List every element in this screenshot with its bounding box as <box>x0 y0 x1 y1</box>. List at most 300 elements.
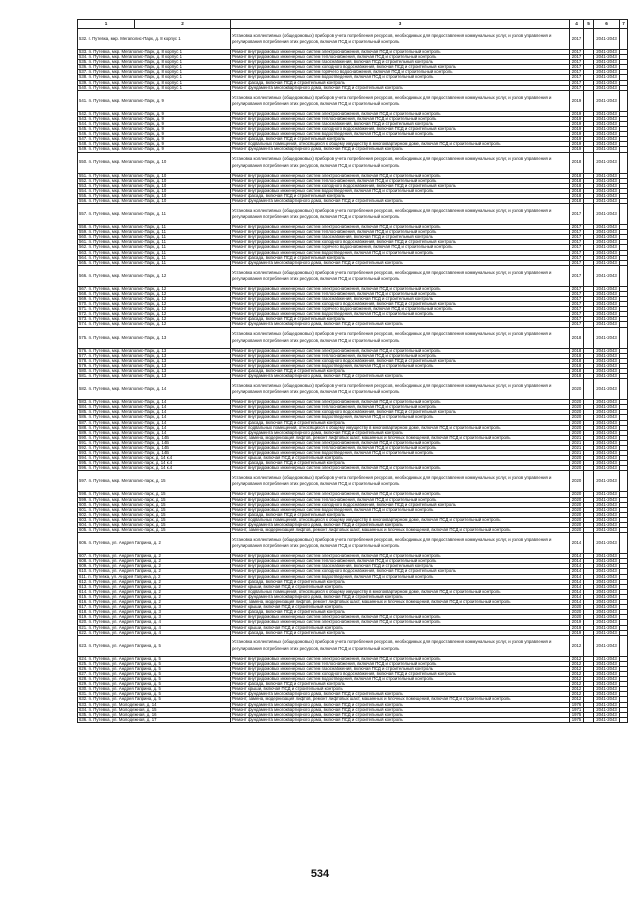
row-number: 575. <box>79 334 88 340</box>
row-number: 577. <box>79 353 88 358</box>
row-work-description-cell: Ремонт внутридомовых инженерных систем теплоснабжения, включая ПСД и строительный контроль <box>231 559 570 564</box>
page-number: 534 <box>310 868 330 880</box>
row-year-cell: 2017 <box>570 235 584 240</box>
row-address: п. Путевка, ул. Андрея Гаприна, д. 2 <box>88 599 161 605</box>
row-number: 605. <box>79 527 88 533</box>
row-empty-cell <box>584 265 594 286</box>
row-work-description-cell: Ремонт внутридомовых инженерных систем электроснабжения, включая ПСД и строительный контроль <box>231 173 570 178</box>
row-address: п. Путевка, мкр. Мегаполис-Парк, д. 14 <box>88 420 167 425</box>
row-address: п. Путевка, мкр. Мегаполис-Парк, д. 14 <box>88 425 167 430</box>
row-period-cell: 2041-2043 <box>594 471 620 492</box>
row-number: 633. <box>79 702 88 707</box>
row-number-address-cell <box>78 717 231 722</box>
row-address: п. Путевка, ул. Андрея Гаприна, д. 4 <box>88 625 161 630</box>
row-period-cell: 2041-2043 <box>594 554 620 559</box>
row-number-address-cell <box>78 204 231 225</box>
row-year-cell: 2014 <box>570 600 584 605</box>
row-work-description-cell: Ремонт фундамента многоквартирного дома, включая ПСД и строительный контроль <box>231 374 570 379</box>
row-period-cell: 2041-2043 <box>594 492 620 497</box>
capital-repair-table <box>77 19 628 723</box>
row-work-description-cell: Ремонт фасада, включая ПСД и строительный контроль <box>231 512 570 517</box>
table-body <box>78 29 628 723</box>
row-number-address-cell <box>78 635 231 656</box>
row-number: 557. <box>79 211 88 217</box>
table-row <box>78 533 628 554</box>
row-work-description-cell: Ремонт фасада, включая ПСД и строительный контроль <box>231 630 570 635</box>
row-period-cell: 2041-2043 <box>594 368 620 373</box>
row-address: п. Путевка, мкр. Мегаполис-Парк, д. 10 <box>88 183 167 188</box>
row-work-description-cell: Ремонт внутридомовых инженерных систем водоотведения, включая ПСД и строительный контроль <box>231 188 570 193</box>
row-period-cell: 2041-2043 <box>594 451 620 456</box>
row-number: 614. <box>79 589 88 594</box>
row-number-address-cell <box>78 265 231 286</box>
row-work-description-cell: Установка коллективных (общедомовых) приборов учета потребления ресурсов, необходимых для предоставления коммунальных услуг, и узлов управления и регулирования потребления этих ресурсов, включая ПСД и строительный контроль <box>231 533 570 554</box>
row-work-description-cell: Ремонт фундамента многоквартирного дома, включая ПСД и строительный контроль <box>231 260 570 265</box>
row-period-cell: 2041-2043 <box>594 594 620 599</box>
row-number: 620. <box>79 619 88 625</box>
row-empty-cell <box>584 29 594 50</box>
row-work-description-cell: Ремонт фундамента многоквартирного дома, включая ПСД и строительный контроль <box>231 85 570 90</box>
row-year-cell: 2018 <box>570 188 584 193</box>
table-row <box>78 204 628 225</box>
row-period-cell: 2041-2043 <box>594 245 620 250</box>
column-number-header-row <box>78 20 628 29</box>
row-period-cell: 2041-2043 <box>594 353 620 358</box>
row-address: п. Путевка, мкр. Мегаполис-парк, д. 15 <box>88 497 166 502</box>
row-work-description-cell: Ремонт крыши, включая ПСД и строительный контроль <box>231 456 570 461</box>
row-address: п. Путевка, мкр. Мегаполис-парк, д. 15 <box>88 517 166 522</box>
row-address: п. Путевка, мкр. Мегаполис-Парк, д. 12 <box>88 291 167 296</box>
row-period-cell: 2041-2043 <box>594 605 620 610</box>
row-work-description-cell: Установка коллективных (общедомовых) приборов учета потребления ресурсов, необходимых для предоставления коммунальных услуг, и узлов управления и регулирования потребления этих ресурсов, включая ПСД и строительный контроль <box>231 471 570 492</box>
row-year-cell: 2014 <box>570 564 584 569</box>
row-period-cell: 2041-2043 <box>594 415 620 420</box>
row-number: 540. <box>79 85 88 90</box>
row-year-cell: 2020 <box>570 466 584 471</box>
row-address: п. Путевка, мкр. Мегаполис-Парк, д. 14 <box>88 414 167 420</box>
row-year-cell: 2018 <box>570 178 584 183</box>
row-address: п. Путевка, мкр. Мегаполис-Парк, д. 8 корпус 1 <box>88 74 182 80</box>
row-work-description-cell: Ремонт внутридомовых инженерных систем газоснабжения, включая ПСД и строительный контроль <box>231 564 570 569</box>
row-period-cell: 2041-2043 <box>594 610 620 615</box>
row-work-description-cell: Ремонт внутридомовых инженерных систем горячего водоснабжения, включая ПСД и строительный контроль <box>231 245 570 250</box>
row-year-cell: 2017 <box>570 80 584 85</box>
row-year-cell: 2020 <box>570 507 584 512</box>
row-number: 628. <box>79 676 88 682</box>
row-period-cell: 2041-2043 <box>594 85 620 90</box>
row-empty-cell <box>620 471 628 492</box>
row-empty-cell <box>584 327 594 348</box>
row-number: 561. <box>79 239 88 245</box>
row-number: 537. <box>79 69 88 75</box>
row-address: п. Путевка, мкр. Мегаполис-Парк, д. 12 <box>88 311 167 317</box>
row-period-cell: 2041-2043 <box>594 255 620 260</box>
row-number: 611. <box>79 574 88 579</box>
row-number: 548. <box>79 141 88 147</box>
row-number-address-cell <box>78 471 231 492</box>
row-year-cell: 2020 <box>570 425 584 430</box>
row-number: 552. <box>79 178 88 183</box>
row-period-cell: 2041-2043 <box>594 111 620 116</box>
row-address: п. Путевка, ул. Андрея Гаприна, д. 5 <box>88 681 161 687</box>
row-work-description-cell: Ремонт подвальных помещений, относящихся к общему имуществу в многоквартирном доме, включая ПСД и строительный контроль <box>231 589 570 594</box>
row-work-description-cell: Ремонт внутридомовых инженерных систем горячего водоснабжения, включая ПСД и строительный контроль <box>231 307 570 312</box>
row-empty-cell <box>620 265 628 286</box>
row-address: п. Путевка, мкр. Мегаполис-Парк, д. 14 <box>88 409 167 415</box>
row-number: 600. <box>79 502 88 507</box>
row-period-cell: 2041-2043 <box>594 50 620 55</box>
row-work-description-cell: Установка коллективных (общедомовых) приборов учета потребления ресурсов, необходимых для предоставления коммунальных услуг, и узлов управления и регулирования потребления этих ресурсов, включая ПСД и строительный контроль <box>231 90 570 111</box>
row-number: 591. <box>79 440 88 445</box>
row-address: п. Путевка, мкр. Мегаполис-Парк, д. 14 <box>88 386 167 392</box>
row-period-cell: 2041-2043 <box>594 183 620 188</box>
row-period-cell: 2041-2043 <box>594 178 620 183</box>
row-address: п. Путевка, ул. Молодежная, д. 16 <box>88 712 157 717</box>
row-number: 562. <box>79 244 88 250</box>
row-address: п. Путевка, мкр. Мегаполис-парк, д. 15 <box>88 478 166 484</box>
row-period-cell: 2041-2043 <box>594 656 620 661</box>
row-work-description-cell: Ремонт внутридомовых инженерных систем теплоснабжения, включая ПСД и строительный контроль <box>231 353 570 358</box>
row-work-description-cell: Ремонт внутридомовых инженерных систем водоотведения, включая ПСД и строительный контроль <box>231 250 570 255</box>
row-period-cell: 2041-2043 <box>594 702 620 707</box>
row-number: 623. <box>79 642 88 648</box>
row-number: 636. <box>79 717 88 722</box>
row-empty-cell <box>584 90 594 111</box>
row-number: 603. <box>79 517 88 522</box>
row-work-description-cell: Ремонт внутридомовых инженерных систем электроснабжения, включая ПСД и строительный контроль <box>231 50 570 55</box>
row-number: 556. <box>79 198 88 203</box>
row-address: п. Путевка, мкр. Мегаполис-парк, д. 14 к.4 <box>88 455 173 461</box>
row-work-description-cell: Ремонт фундамента многоквартирного дома, включая ПСД и строительный контроль <box>231 702 570 707</box>
row-period-cell: 2041-2043 <box>594 445 620 450</box>
row-number: 536. <box>79 64 88 70</box>
row-work-description-cell: Ремонт внутридомовых инженерных систем газоснабжения, включая ПСД и строительный контроль <box>231 235 570 240</box>
row-year-cell: 2020 <box>570 410 584 415</box>
row-number: 587. <box>79 420 88 425</box>
row-year-cell: 2019 <box>570 116 584 121</box>
row-year-cell: 2017 <box>570 250 584 255</box>
row-period-cell: 2041-2043 <box>594 348 620 353</box>
row-work-description-cell: Ремонт внутридомовых инженерных систем холодного водоснабжения, включая ПСД и строительный контроль <box>231 410 570 415</box>
row-period-cell: 2041-2043 <box>594 564 620 569</box>
row-number: 625. <box>79 661 88 666</box>
row-work-description-cell: Ремонт фасада, включая ПСД и строительный контроль <box>231 255 570 260</box>
row-number: 553. <box>79 183 88 188</box>
row-number: 608. <box>79 558 88 564</box>
row-number: 572. <box>79 311 88 317</box>
row-address: п. Путевка, мкр. Мегаполис-парк, д. 14 к.4 <box>88 465 173 471</box>
row-work-description-cell: Ремонт внутридомовых инженерных систем электроснабжения, включая ПСД и строительный контроль <box>231 656 570 661</box>
row-address: п. Путевка, мкр. Мегаполис-Парк, д. 9 <box>88 141 164 147</box>
row-period-cell: 2041-2043 <box>594 152 620 173</box>
row-period-cell: 2041-2043 <box>594 584 620 589</box>
row-empty-cell <box>620 717 628 722</box>
row-address: п. Путевка, ул. Андрея Гаприна, д. 5 <box>88 686 161 692</box>
row-work-description-cell: Ремонт внутридомовых инженерных систем холодного водоснабжения, включая ПСД и строительный контроль <box>231 302 570 307</box>
row-year-cell: 2018 <box>570 374 584 379</box>
row-number: 586. <box>79 414 88 420</box>
row-year-cell: 2020 <box>570 415 584 420</box>
row-year-cell: 2012 <box>570 666 584 671</box>
row-address: п. Путевка, мкр. Мегаполис-Парк, д. 14 <box>88 430 167 435</box>
row-address: п. Путевка, мкр. Мегаполис-Парк, д. 8 корпус 1 <box>88 59 182 65</box>
row-address: п. Путевка, мкр. Мегаполис-Парк, д. 9 <box>88 121 164 126</box>
row-work-description-cell: Ремонт внутридомовых инженерных систем холодного водоснабжения, включая ПСД и строительный контроль <box>231 671 570 676</box>
row-year-cell: 2014 <box>570 569 584 574</box>
row-number: 544. <box>79 121 88 126</box>
row-work-description-cell: Ремонт фасада, включая ПСД и строительный контроль <box>231 461 570 466</box>
row-number: 604. <box>79 522 88 527</box>
row-work-description-cell: Установка коллективных (общедомовых) приборов учета потребления ресурсов, необходимых для предоставления коммунальных услуг, и узлов управления и регулирования потребления этих ресурсов, включая ПСД и строительный контроль <box>231 635 570 656</box>
row-year-cell: 2021 <box>570 435 584 440</box>
row-period-cell: 2041-2043 <box>594 307 620 312</box>
row-empty-cell <box>584 379 594 400</box>
row-address: п. Путевка, ул. Андрея Гаприна, д. 5 <box>88 676 161 682</box>
row-address: п. Путевка, мкр. Мегаполис-Парк, д. 13 <box>88 348 167 353</box>
row-address: п. Путевка, мкр. Мегаполис-Парк, д. 13 <box>88 363 167 368</box>
row-period-cell: 2041-2043 <box>594 250 620 255</box>
row-year-cell: 2020 <box>570 420 584 425</box>
row-year-cell: 2017 <box>570 29 584 50</box>
row-period-cell: 2041-2043 <box>594 512 620 517</box>
row-address: п. Путевка, мкр. Мегаполис-Парк, д. 14 <box>88 399 167 405</box>
row-number: 629. <box>79 681 88 687</box>
row-year-cell: 2017 <box>570 255 584 260</box>
row-work-description-cell: Ремонт внутридомовых инженерных систем водоотведения, включая ПСД и строительный контроль <box>231 363 570 368</box>
row-empty-cell <box>620 635 628 656</box>
row-year-cell: 2012 <box>570 692 584 697</box>
row-number: 558. <box>79 224 88 230</box>
row-work-description-cell: Ремонт крыши, включая ПСД и строительный контроль <box>231 625 570 630</box>
row-period-cell: 2041-2043 <box>594 461 620 466</box>
row-period-cell: 2041-2043 <box>594 80 620 85</box>
row-period-cell: 2041-2043 <box>594 523 620 528</box>
row-year-cell: 2017 <box>570 322 584 327</box>
row-year-cell: 1975 <box>570 712 584 717</box>
row-address: п. Путевка, мкр. Мегаполис-Парк, д. 13 <box>88 368 167 373</box>
row-number: 546. <box>79 131 88 137</box>
row-work-description-cell: Ремонт внутридомовых инженерных систем холодного водоснабжения, включая ПСД и строительный контроль <box>231 240 570 245</box>
row-number: 583. <box>79 399 88 405</box>
row-period-cell: 2041-2043 <box>594 291 620 296</box>
row-work-description-cell: Ремонт внутридомовых инженерных систем электроснабжения, включая ПСД и строительный контроль <box>231 111 570 116</box>
row-work-description-cell: Ремонт внутридомовых инженерных систем водоотведения, включая ПСД и строительный контроль <box>231 312 570 317</box>
row-period-cell: 2041-2043 <box>594 286 620 291</box>
row-number: 588. <box>79 425 88 430</box>
row-period-cell: 2041-2043 <box>594 260 620 265</box>
row-work-description-cell: Ремонт внутридомовых инженерных систем электроснабжения, включая ПСД и строительный контроль <box>231 286 570 291</box>
row-year-cell: 2019 <box>570 90 584 111</box>
table-row <box>78 90 628 111</box>
row-year-cell: 1976 <box>570 702 584 707</box>
row-address: п. Путевка, мкр. Мегаполис-Парк, д. 10 <box>88 178 167 183</box>
row-address: п. Путевка, мкр. Мегаполис-Парк, д. 11 <box>88 211 166 217</box>
row-address: п. Путевка, мкр. Мегаполис-Парк, д. 9 <box>88 136 164 142</box>
row-year-cell: 2019 <box>570 147 584 152</box>
row-number: 547. <box>79 136 88 142</box>
row-address: п. Путевка, ул. Андрея Гаприна, д. 2 <box>88 558 161 564</box>
column-number-1: 1 <box>78 20 135 29</box>
row-number: 606. <box>79 540 88 546</box>
row-year-cell: 2017 <box>570 286 584 291</box>
row-address: п. Путевка, мкр. Мегаполис-Парк, д. 14 <box>88 404 167 410</box>
row-period-cell: 2041-2043 <box>594 707 620 712</box>
row-period-cell: 2041-2043 <box>594 225 620 230</box>
row-work-description-cell: Установка коллективных (общедомовых) приборов учета потребления ресурсов, необходимых для предоставления коммунальных услуг, и узлов управления и регулирования потребления этих ресурсов, включая ПСД и строительный контроль <box>231 265 570 286</box>
row-period-cell: 2041-2043 <box>594 235 620 240</box>
row-number: 585. <box>79 409 88 415</box>
table-row <box>78 152 628 173</box>
row-work-description-cell: Ремонт внутридомовых инженерных систем водоотведения, включая ПСД и строительный контроль <box>231 132 570 137</box>
row-number: 616. <box>79 599 88 605</box>
row-address: п. Путевка, мкр. Мегаполис-парк, д. 15 <box>88 522 166 527</box>
row-period-cell: 2041-2043 <box>594 410 620 415</box>
row-work-description-cell: Ремонт внутридомовых инженерных систем электроснабжения, включая ПСД и строительный контроль <box>231 348 570 353</box>
row-year-cell: 2012 <box>570 656 584 661</box>
row-number: 569. <box>79 296 88 301</box>
row-number: 543. <box>79 116 88 121</box>
row-address: п. Путевка, мкр. Мегаполис-Парк, д. 8 корпус 1 <box>88 85 182 90</box>
row-year-cell: 2017 <box>570 240 584 245</box>
row-address: п. Путевка, мкр. Мегаполис-Парк, д. 11 <box>88 255 166 260</box>
row-address: п. Путевка, ул. Андрея Гаприна, д. 5 <box>88 691 161 697</box>
row-address: п. Путевка, мкр. Мегаполис-Парк, д. 13 <box>88 334 167 340</box>
row-year-cell: 2014 <box>570 579 584 584</box>
row-year-cell: 2020 <box>570 461 584 466</box>
row-work-description-cell: Ремонт фасада, включая ПСД и строительный контроль <box>231 317 570 322</box>
row-work-description-cell: Ремонт фундамента многоквартирного дома, включая ПСД и строительный контроль <box>231 712 570 717</box>
row-number: 615. <box>79 594 88 599</box>
row-year-cell: 2020 <box>570 492 584 497</box>
row-address: п. Путевка, мкр. Мегаполис-Парк, д. 12 <box>88 306 167 312</box>
row-period-cell: 2041-2043 <box>594 358 620 363</box>
row-year-cell: 2017 <box>570 225 584 230</box>
row-address: г. Путевка, мкр. Мегаполис-Парк, д. 8 корпус 1 <box>88 35 181 41</box>
row-period-cell: 2041-2043 <box>594 70 620 75</box>
row-number: 607. <box>79 553 88 559</box>
row-year-cell: 2017 <box>570 265 584 286</box>
row-address: п. Путевка, мкр. Мегаполис-Парк, д. 11 <box>88 244 166 250</box>
row-work-description-cell: Ремонт внутридомовых инженерных систем электроснабжения, включая ПСД и строительный контроль <box>231 554 570 559</box>
row-work-description-cell: Ремонт внутридомовых инженерных систем холодного водоснабжения, включая ПСД и строительный контроль <box>231 502 570 507</box>
row-address: п. Путевка, мкр. Мегаполис-Парк, д. 12 <box>88 321 167 327</box>
row-year-cell: 2018 <box>570 173 584 178</box>
row-number: 609. <box>79 563 88 569</box>
row-period-cell: 2041-2043 <box>594 116 620 121</box>
row-empty-cell <box>584 533 594 554</box>
row-period-cell: 2041-2043 <box>594 666 620 671</box>
row-number-address-cell <box>78 152 231 173</box>
row-number: 589. <box>79 430 88 435</box>
row-work-description-cell: Ремонт, замена, модернизация лифтов, ремонт лифтовых шахт, машинных и блочных помещений, включая ПСД и строительный контроль <box>231 600 570 605</box>
row-year-cell: 2019 <box>570 137 584 142</box>
row-address: п. Путевка, мкр. Мегаполис-Парк, д. 11 <box>88 234 166 240</box>
row-year-cell: 2018 <box>570 152 584 173</box>
row-empty-cell <box>620 204 628 225</box>
row-work-description-cell: Ремонт фасада, включая ПСД и строительный контроль <box>231 368 570 373</box>
row-period-cell: 2041-2043 <box>594 682 620 687</box>
row-number: 568. <box>79 291 88 296</box>
row-period-cell: 2041-2043 <box>594 121 620 126</box>
row-work-description-cell: Ремонт внутридомовых инженерных систем электроснабжения, включая ПСД и строительный контроль <box>231 225 570 230</box>
row-work-description-cell: Ремонт фундамента многоквартирного дома, включая ПСД и строительный контроль <box>231 147 570 152</box>
row-period-cell: 2041-2043 <box>594 327 620 348</box>
column-number-4: 4 <box>570 20 584 29</box>
row-work-description-cell: Ремонт внутридомовых инженерных систем теплоснабжения, включая ПСД и строительный контроль <box>231 661 570 666</box>
table-row <box>78 29 628 50</box>
row-year-cell: 2021 <box>570 445 584 450</box>
row-address: п. Путевка, мкр. Мегаполис-Парк, д. 9 <box>88 111 164 116</box>
row-work-description-cell: Ремонт внутридомовых инженерных систем электроснабжения, включая ПСД и строительный контроль <box>231 400 570 405</box>
row-year-cell: 2012 <box>570 682 584 687</box>
row-period-cell: 2041-2043 <box>594 374 620 379</box>
row-work-description-cell: Ремонт внутридомовых инженерных систем водоотведения, включая ПСД и строительный контроль <box>231 451 570 456</box>
row-work-description-cell: Ремонт крыши, включая ПСД и строительный контроль <box>231 605 570 610</box>
row-number: 630. <box>79 686 88 692</box>
row-period-cell: 2041-2043 <box>594 677 620 682</box>
row-work-description-cell: Ремонт фундамента многоквартирного дома, включая ПСД и строительный контроль <box>231 523 570 528</box>
row-period-cell: 2041-2043 <box>594 400 620 405</box>
row-period-cell: 2041-2043 <box>594 661 620 666</box>
column-number-7: 7 <box>620 20 628 29</box>
row-work-description-cell: Ремонт, замена, модернизация лифтов, ремонт лифтовых шахт, машинных и блочных помещений, включая ПСД и строительный контроль <box>231 435 570 440</box>
row-period-cell: 2041-2043 <box>594 440 620 445</box>
row-number: 532. <box>79 35 88 41</box>
row-year-cell: 2017 <box>570 230 584 235</box>
row-work-description-cell: Ремонт крыши, включая ПСД и строительный контроль <box>231 687 570 692</box>
row-number: 578. <box>79 358 88 363</box>
row-number: 538. <box>79 74 88 80</box>
row-number: 533. <box>79 49 88 54</box>
row-empty-cell <box>584 204 594 225</box>
row-work-description-cell: Ремонт подвальных помещений, относящихся к общему имуществу в многоквартирном доме, включая ПСД и строительный контроль <box>231 517 570 522</box>
row-address: п. Путевка, ул. Андрея Гаприна, д. 2 <box>88 584 161 589</box>
row-period-cell: 2041-2043 <box>594 405 620 410</box>
row-year-cell: 2017 <box>570 55 584 60</box>
row-address: п. Путевка, мкр. Мегаполис-Парк, д. 11 <box>88 229 166 235</box>
row-work-description-cell: Ремонт, замена, модернизация лифтов, ремонт лифтовых шахт, машинных и блочных помещений, включая ПСД и строительный контроль <box>231 697 570 702</box>
row-year-cell: 2014 <box>570 533 584 554</box>
row-work-description-cell: Ремонт внутридомовых инженерных систем водоотведения, включая ПСД и строительный контроль <box>231 507 570 512</box>
table-row <box>78 327 628 348</box>
row-period-cell: 2041-2043 <box>594 528 620 533</box>
row-number: 576. <box>79 348 88 353</box>
row-work-description-cell: Ремонт внутридомовых инженерных систем холодного водоснабжения, включая ПСД и строительный контроль <box>231 65 570 70</box>
row-address: п. Путевка, ул. Андрея Гаприна, д. 2 <box>88 594 161 599</box>
row-number: 581. <box>79 373 88 379</box>
row-address: п. Путевка, мкр. Мегаполис-Парк, д. 12 <box>88 301 167 307</box>
row-year-cell: 2020 <box>570 517 584 522</box>
row-year-cell: 2018 <box>570 198 584 203</box>
row-work-description-cell: Ремонт фундамента многоквартирного дома, включая ПСД и строительный контроль <box>231 594 570 599</box>
row-year-cell: 2012 <box>570 697 584 702</box>
row-empty-cell <box>584 152 594 173</box>
row-address: п. Путевка, мкр. Мегаполис-Парк, д. 8 корпус 1 <box>88 64 182 70</box>
row-empty-cell <box>584 717 594 722</box>
table-row <box>78 379 628 400</box>
row-period-cell: 2041-2043 <box>594 322 620 327</box>
row-empty-cell <box>620 29 628 50</box>
row-period-cell: 2041-2043 <box>594 435 620 440</box>
row-year-cell: 2014 <box>570 574 584 579</box>
row-year-cell: 2020 <box>570 405 584 410</box>
row-year-cell: 2019 <box>570 625 584 630</box>
row-period-cell: 2041-2043 <box>594 717 620 722</box>
row-work-description-cell: Ремонт фундамента многоквартирного дома, включая ПСД и строительный контроль <box>231 430 570 435</box>
row-period-cell: 2041-2043 <box>594 193 620 198</box>
row-work-description-cell: Ремонт внутридомовых инженерных систем газоснабжения, включая ПСД и строительный контроль <box>231 297 570 302</box>
row-year-cell: 2017 <box>570 245 584 250</box>
